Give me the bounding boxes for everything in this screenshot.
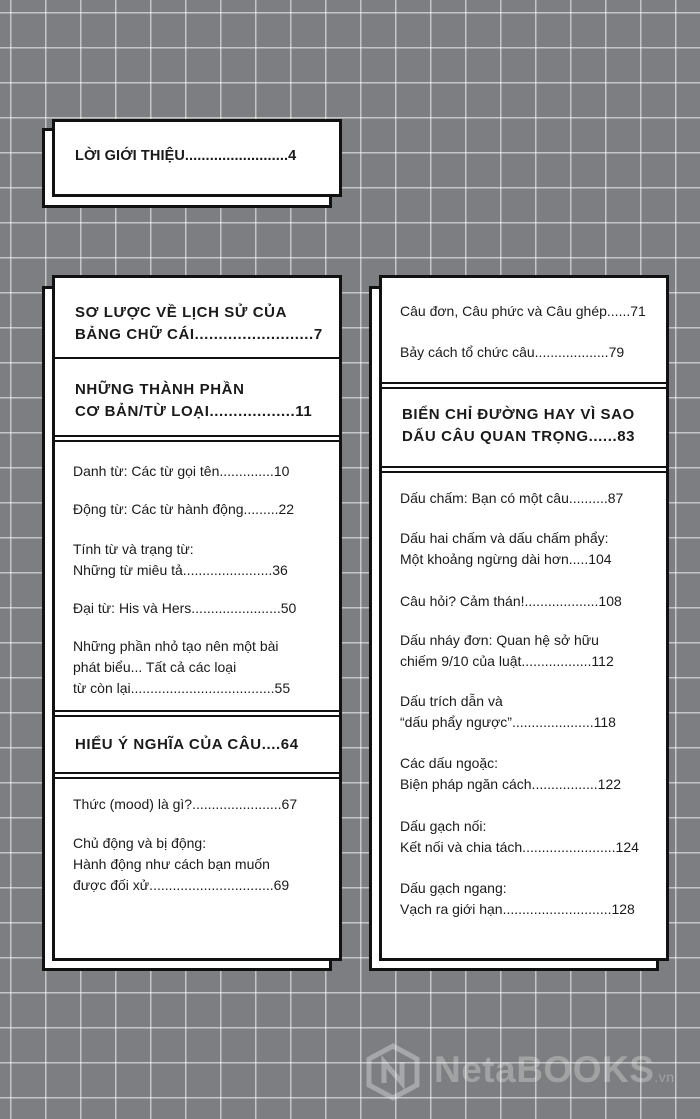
- toc-entry[interactable]: Chủ động và bị động: Hành động như cách bạn muốn được đối xử................................69: [73, 835, 290, 893]
- divider: [382, 382, 666, 384]
- toc-entry[interactable]: Tính từ và trạng từ: Những từ miêu tả.......................36: [73, 541, 288, 578]
- divider: [55, 710, 339, 712]
- toc-entry[interactable]: Thức (mood) là gì?.......................67: [73, 796, 298, 812]
- right-toc-card: [379, 275, 669, 961]
- n-logo-icon: [364, 1043, 422, 1101]
- toc-entry[interactable]: Dấu chấm: Bạn có một câu..........87: [400, 490, 624, 506]
- toc-entry[interactable]: Câu hỏi? Cảm thán!...................108: [400, 593, 622, 609]
- toc-entry[interactable]: Các dấu ngoặc: Biện pháp ngăn cách.................122: [400, 755, 622, 792]
- divider: [55, 435, 339, 437]
- toc-entry[interactable]: Dấu trích dẫn và “dấu phẩy ngược”.....................118: [400, 693, 616, 730]
- divider: [55, 357, 339, 359]
- toc-entry[interactable]: Dấu gạch ngang: Vạch ra giới hạn............................128: [400, 880, 635, 917]
- left-toc-card: [52, 275, 342, 961]
- section-heading-parts-of-speech[interactable]: NHỮNG THÀNH PHẦN CƠ BẢN/TỪ LOẠI..................11: [75, 381, 313, 420]
- section-heading-history[interactable]: SƠ LƯỢC VỀ LỊCH SỬ CỦA BẢNG CHỮ CÁI.........................7: [75, 304, 323, 343]
- toc-entry[interactable]: Bảy cách tổ chức câu...................79: [400, 344, 625, 360]
- toc-entry[interactable]: Dấu gạch nối: Kết nối và chia tách........................124: [400, 818, 639, 855]
- toc-entry[interactable]: Danh từ: Các từ gọi tên..............10: [73, 463, 290, 479]
- toc-entry[interactable]: Đại từ: His và Hers.......................50: [73, 600, 297, 616]
- section-heading-punctuation[interactable]: BIỂN CHỈ ĐƯỜNG HAY VÌ SAO DẤU CÂU QUAN TRỌNG......83: [402, 406, 636, 445]
- toc-entry[interactable]: Câu đơn, Câu phức và Câu ghép......71: [400, 303, 646, 319]
- toc-entry[interactable]: Động từ: Các từ hành động.........22: [73, 501, 295, 517]
- toc-entry[interactable]: Những phần nhỏ tạo nên một bài phát biểu... Tất cả các loại từ còn lại.....................................55: [73, 638, 291, 696]
- toc-entry-intro[interactable]: LỜI GIỚI THIỆU.........................4: [75, 148, 297, 164]
- divider: [382, 466, 666, 468]
- toc-entry[interactable]: Dấu nháy đơn: Quan hệ sở hữu chiếm 9/10 của luật..................112: [400, 632, 614, 669]
- section-heading-sentence-meaning[interactable]: HIỂU Ý NGHĨA CỦA CÂU....64: [75, 736, 299, 753]
- divider: [55, 772, 339, 774]
- watermark-brand: NetaBOOKS.vn: [434, 1049, 675, 1090]
- toc-entry[interactable]: Dấu hai chấm và dấu chấm phẩy: Một khoảng ngừng dài hơn.....104: [400, 530, 612, 567]
- intro-card: [52, 119, 342, 197]
